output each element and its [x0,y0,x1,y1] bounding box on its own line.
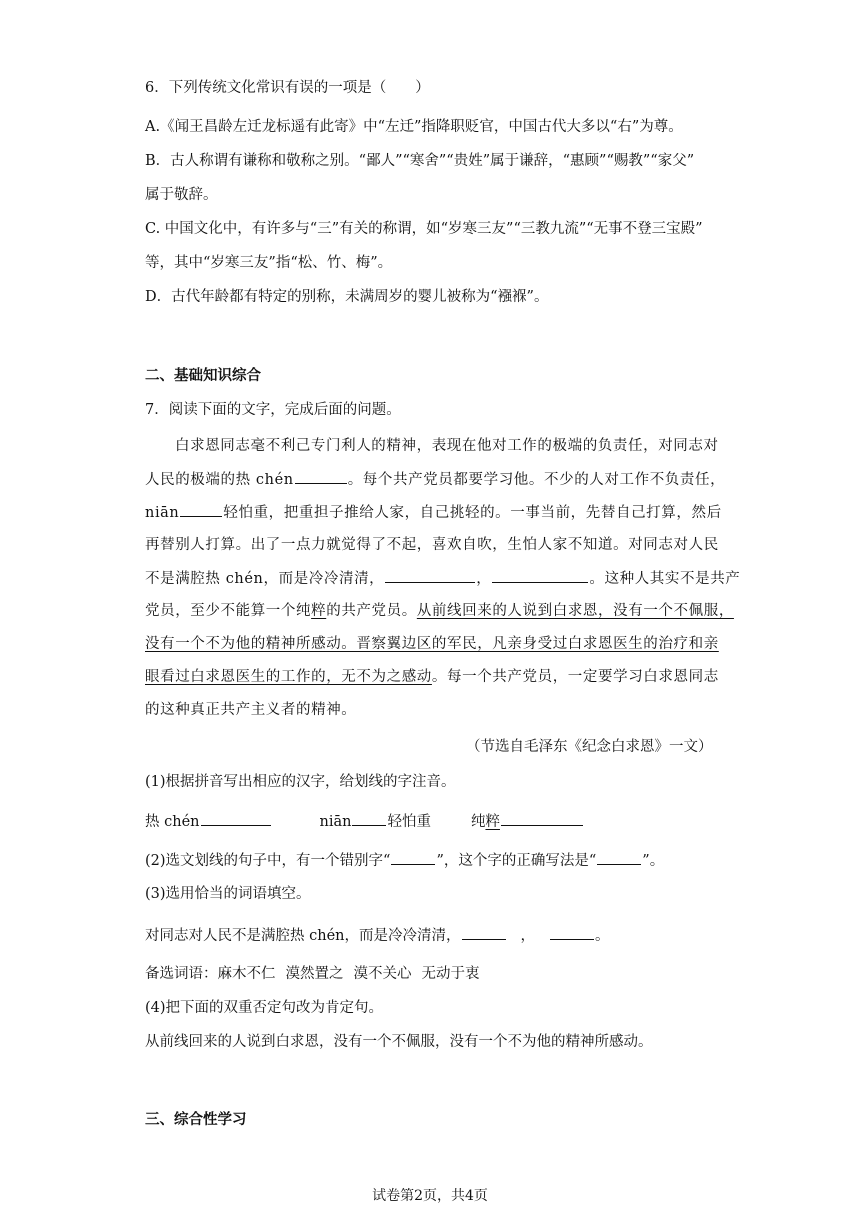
question-text: 对同志对人民不是满腔热 chén，而是冷冷清清， [145,928,461,944]
word-option: 漠然置之 [285,966,344,982]
passage-line-1: 白求恩同志毫不利己专门利人的精神，表现在他对工作的极端的负责任，对同志对 [175,438,719,454]
passage-text: 。每个共产党员都要学习他。不少的人对工作不负责任， [347,472,726,488]
word-options-label: 备选词语： [145,966,218,982]
answer-label: 热 chén [145,814,200,830]
sub-question-2 [145,850,664,871]
sub-question-4: (4)把下面的双重否定句改为肯定句。 [145,1000,384,1016]
sub-question-3: (3)选用恰当的词语填空。 [145,886,311,902]
passage-text: niān [145,505,180,521]
q6-option-b: B．古人称谓有谦称和敬称之别。“鄙人”“寒舍”“贵姓”属于谦辞，“惠顾”“赐教”“家父” [145,153,695,169]
sub-question-3-sentence [145,925,610,946]
answer-blank[interactable] [501,811,583,826]
passage-line-2 [145,469,725,490]
word-option: 漠不关心 [353,966,412,982]
answer-blank[interactable] [492,568,588,583]
sub-question-1: (1)根据拼音写出相应的汉字，给划线的字注音。 [145,774,456,790]
underlined-char: 粹 [485,814,500,830]
q6-option-c: C. 中国文化中，有许多与“三”有关的称谓，如“岁寒三友”“三教九流”“无事不登三宝殿” [145,221,703,237]
q6-option-a: A.《闻王昌龄左迁龙标遥有此寄》中“左迁”指降职贬官，中国古代大多以“右”为尊。 [145,119,683,135]
q6-option-d: D．古代年龄都有特定的别称，未满周岁的婴儿被称为“襁褓”。 [145,289,549,305]
answer-blank[interactable] [385,568,475,583]
question-text: ， [520,928,535,944]
passage-line-5 [145,568,740,589]
answer-blank[interactable] [295,469,347,484]
answer-blank[interactable] [180,502,222,517]
answer-label: 轻怕重 [387,814,431,830]
passage-line-4: 再替别人打算。出了一点力就觉得了不起，喜欢自吹，生怕人家不知道。对同志对人民 [145,537,719,553]
question-text: (2)选文划线的句子中，有一个错别字“ [145,853,391,869]
q7-stem: 7．阅读下面的文字，完成后面的问题。 [145,402,401,418]
answer-blank[interactable] [597,850,641,865]
answer-label: 纯 [470,814,486,830]
section-heading-2: 二、基础知识综合 [145,367,261,384]
passage-line-3 [145,502,722,523]
passage-text: 。这种人其实不是共产 [589,571,741,587]
passage-text: 人民的极端的热 chén [145,472,294,488]
sub-question-1-answers [145,811,584,832]
answer-blank[interactable] [462,925,506,940]
q6-option-c-cont: 等，其中“岁寒三友”指“松、竹、梅”。 [145,255,393,271]
underlined-char: 粹 [311,603,327,619]
underlined-sentence: 从前线回来的人说到白求恩，没有一个不佩服， [416,603,734,619]
passage-line-9: 的这种真正共产主义者的精神。 [145,702,357,718]
question-text: 。 [595,928,610,944]
passage-text: 党员，至少不能算一个纯 [145,603,312,619]
answer-blank[interactable] [550,925,594,940]
answer-blank[interactable] [352,811,386,826]
answer-label: niān [319,814,352,830]
answer-blank[interactable] [201,811,271,826]
question-text: ”。 [642,853,665,869]
q6-stem: 6．下列传统文化常识有误的一项是（ ） [145,80,430,96]
page-footer: 试卷第2页，共4页 [372,1188,488,1204]
word-option: 麻木不仁 [217,966,276,982]
passage-line-6 [145,601,734,621]
passage-text: 。每一个共产党员，一定要学习白求恩同志 [431,669,719,685]
answer-blank[interactable] [391,850,435,865]
sub-question-4-sentence: 从前线回来的人说到白求恩，没有一个不佩服，没有一个不为他的精神所感动。 [145,1034,653,1050]
passage-text: 不是满腔热 chén，而是冷冷清清， [145,571,385,587]
word-option: 无动于衷 [421,966,480,982]
passage-text: 轻怕重，把重担子推给人家，自己挑轻的。一事当前，先替自己打算，然后 [223,505,722,521]
passage-line-7: 没有一个不为他的精神所感动。晋察翼边区的军民，凡亲身受过白求恩医生的治疗和亲 [145,636,719,652]
passage-source: （节选自毛泽东《纪念白求恩》一文） [466,739,713,755]
q6-option-b-cont: 属于敬辞。 [145,187,218,203]
passage-text: 的共产党员。 [326,603,417,619]
word-options [145,964,480,984]
passage-text: ， [476,571,492,587]
section-heading-3: 三、综合性学习 [145,1111,247,1128]
underlined-sentence: 眼看过白求恩医生的工作的，无不为之感动 [145,669,432,685]
passage-line-8 [145,667,719,687]
question-text: ”，这个字的正确写法是“ [436,853,597,869]
